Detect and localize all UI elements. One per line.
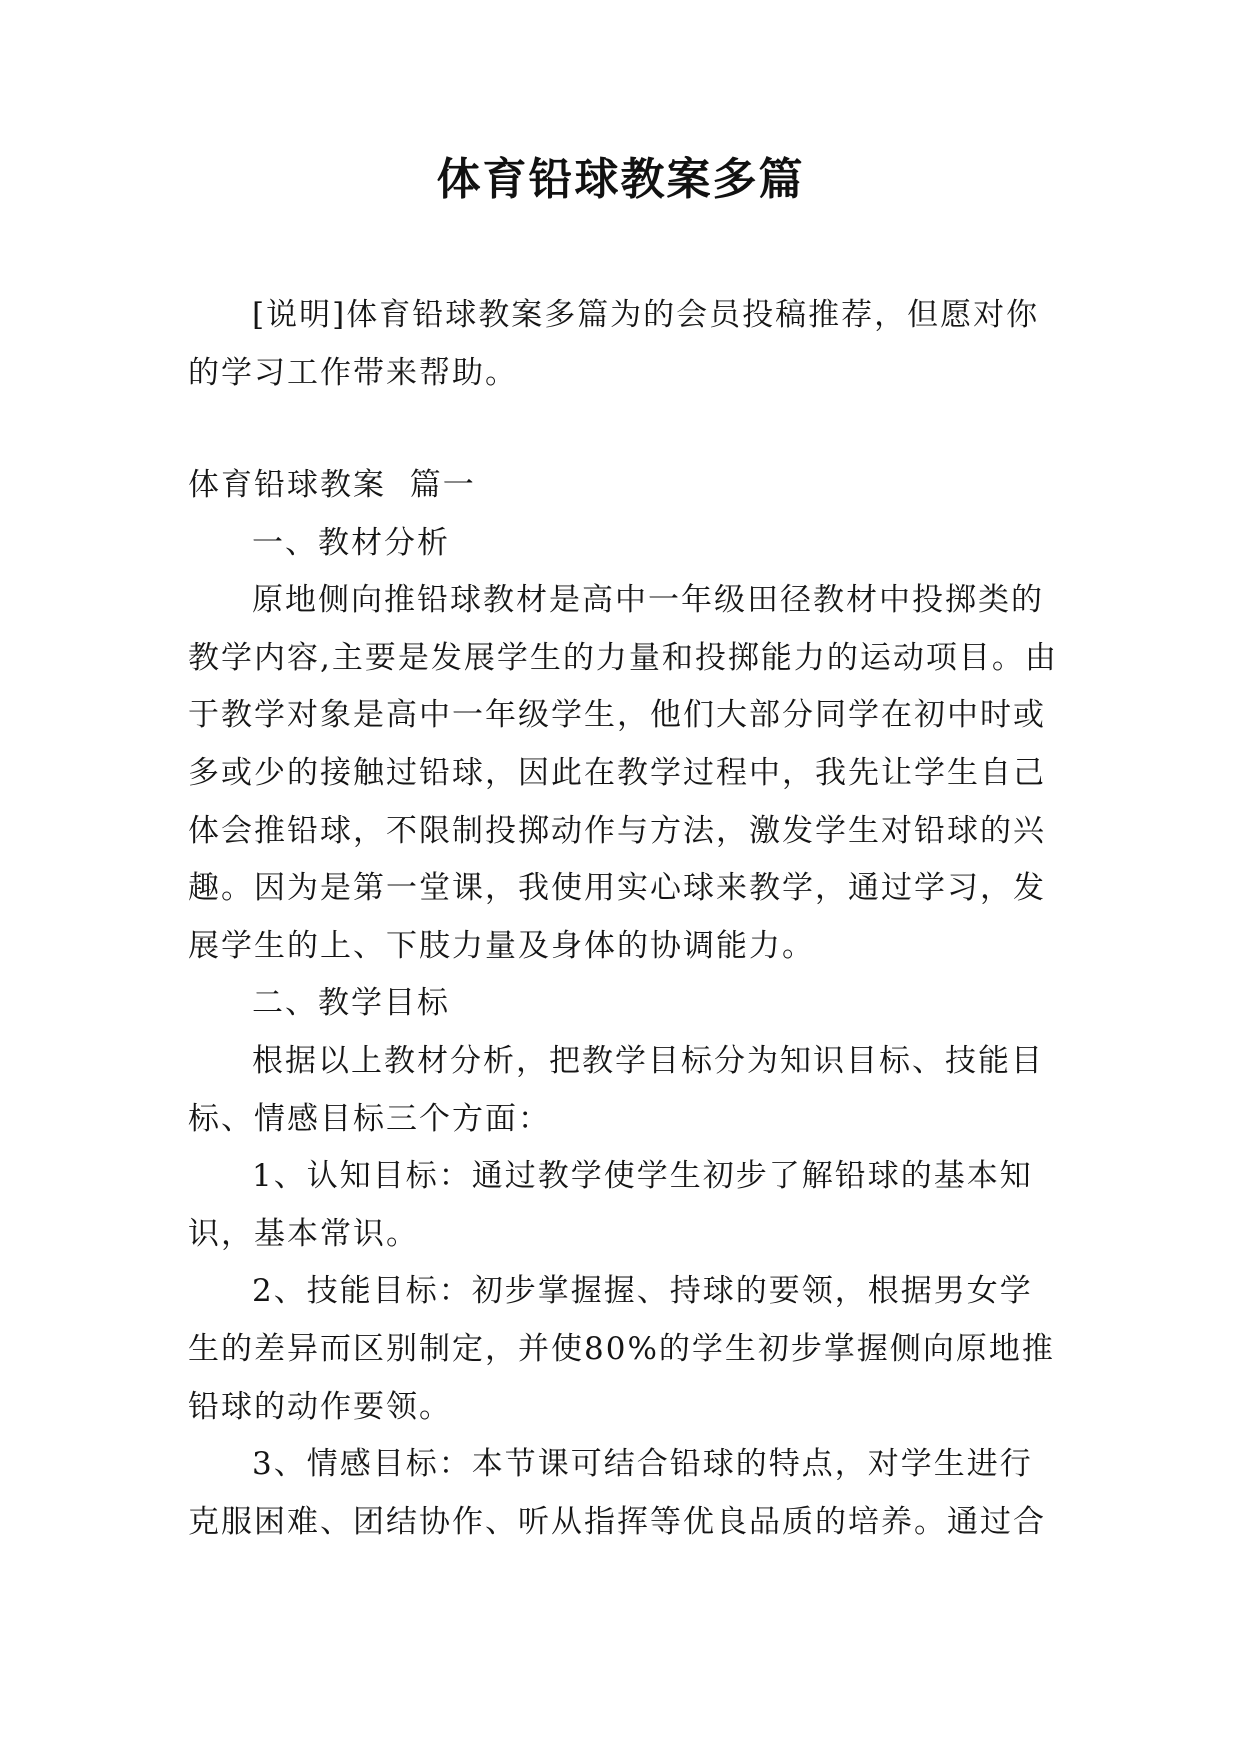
paragraph: 3、情感目标：本节课可结合铅球的特点，对学生进行克服困难、团结协作、听从指挥等优良品质的培养。通过合 (188, 1446, 1046, 1540)
section-heading: 体育铅球教案 篇一 (188, 467, 476, 503)
paragraph: 根据以上教材分析，把教学目标分为知识目标、技能目标、情感目标三个方面： (188, 1042, 1044, 1137)
subheading: 二、教学目标 (252, 985, 450, 1022)
document-note: [说明]体育铅球教案多篇为的会员投稿推荐，但愿对你的学习工作带来帮助。 (188, 297, 1040, 391)
subheading: 一、教材分析 (252, 524, 450, 561)
paragraph: 2、技能目标：初步掌握握、持球的要领，根据男女学生的差异而区别制定，并使80%的学生初步掌握侧向原地推铅球的动作要领。 (188, 1273, 1055, 1425)
document-title: 体育铅球教案多篇 (436, 154, 805, 205)
document-content (188, 457, 1058, 1551)
paragraph: 1、认知目标：通过教学使学生初步了解铅球的基本知识，基本常识。 (188, 1158, 1033, 1252)
paragraph: 原地侧向推铅球教材是高中一年级田径教材中投掷类的教学内容,主要是发展学生的力量和投掷能力的运动项目。由于教学对象是高中一年级学生，他们大部分同学在初中时或多或少的接触过铅球，因此在教学过程中，我先让学生自己体会推铅球，不限制投掷动作与方法，激发学生对铅球的兴趣。因为是第一堂课，我使用实心球来教学，通过学习，发展学生的上、下肢力量及身体的协调能力。 (188, 582, 1058, 964)
